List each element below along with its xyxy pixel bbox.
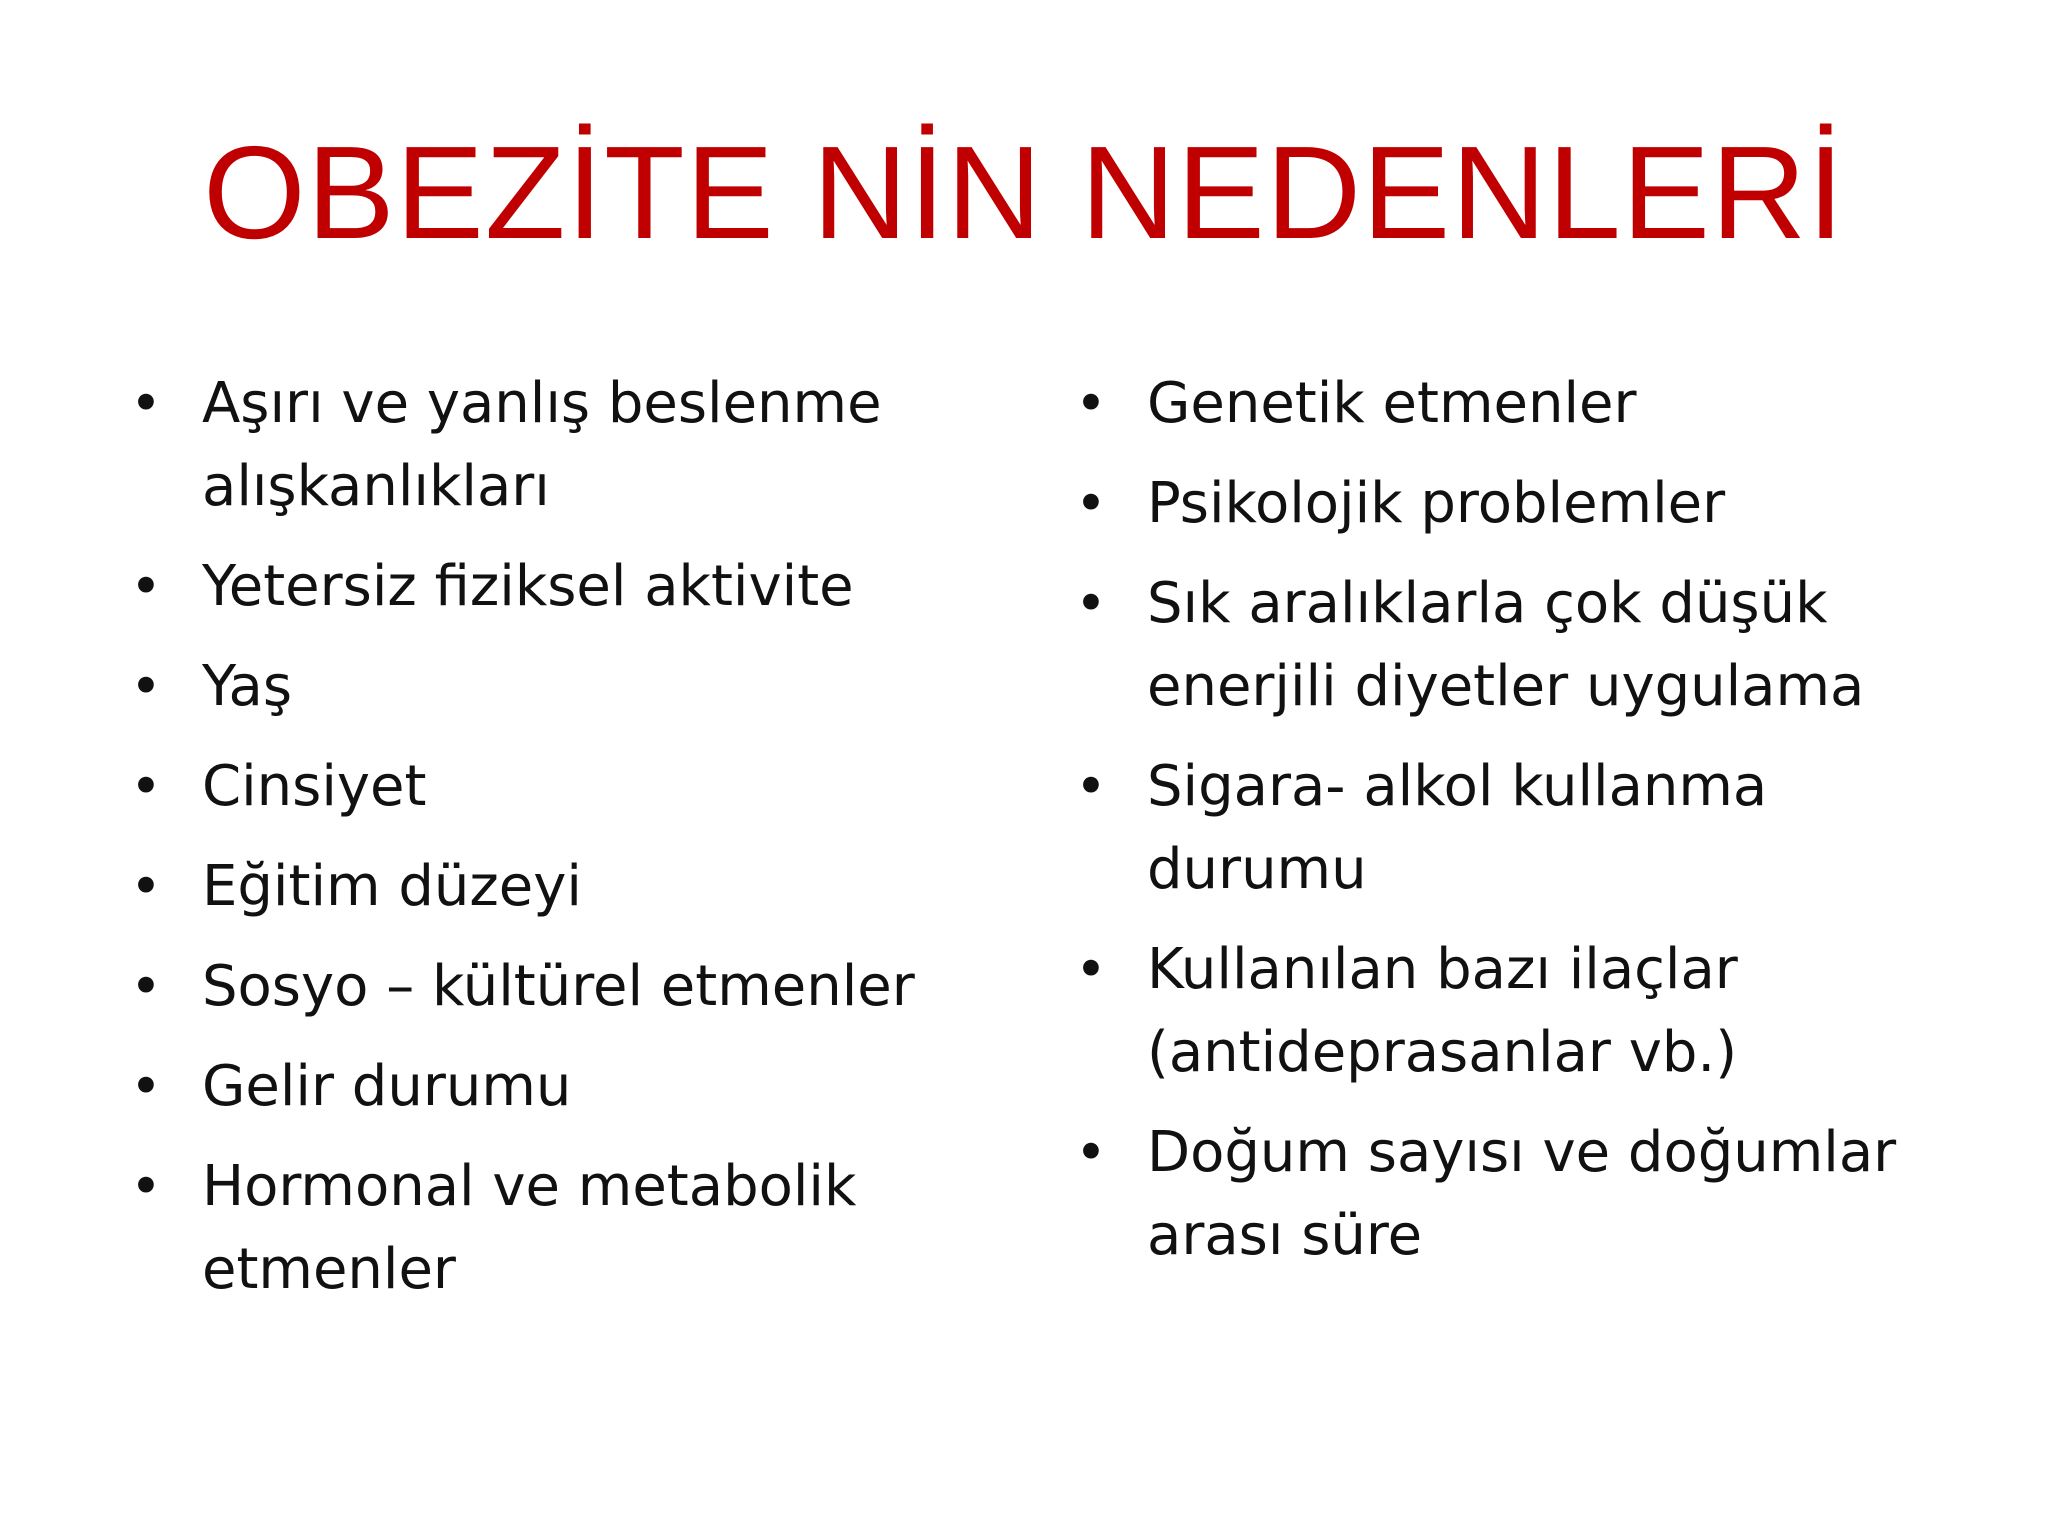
list-item-text: Genetik etmenler bbox=[1147, 371, 1637, 436]
list-item bbox=[1065, 562, 1965, 728]
list-item-text: Aşırı ve yanlış beslenme alışkanlıkları bbox=[202, 371, 882, 519]
right-bullet-list bbox=[1065, 362, 1965, 1294]
bullet-icon: • bbox=[130, 855, 162, 918]
bullet-icon: • bbox=[130, 555, 162, 618]
bullet-icon: • bbox=[130, 755, 162, 818]
bullet-icon: • bbox=[130, 372, 162, 435]
bullet-icon: • bbox=[130, 1055, 162, 1118]
list-item-text: Gelir durumu bbox=[202, 1054, 572, 1119]
list-item-text: Psikolojik problemler bbox=[1147, 471, 1726, 536]
list-item bbox=[120, 362, 1000, 528]
list-item bbox=[120, 1145, 1000, 1311]
list-item bbox=[1065, 1111, 1965, 1277]
bullet-icon: • bbox=[1075, 472, 1107, 535]
bullet-icon: • bbox=[1075, 572, 1107, 635]
list-item-text: Yetersiz fiziksel aktivite bbox=[202, 554, 854, 619]
list-item-text: Sık aralıklarla çok düşük enerjili diyetler uygulama bbox=[1147, 571, 1865, 719]
list-item-text: Hormonal ve metabolik etmenler bbox=[202, 1154, 857, 1302]
bullet-icon: • bbox=[130, 1155, 162, 1218]
bullet-icon: • bbox=[1075, 372, 1107, 435]
list-item bbox=[1065, 745, 1965, 911]
bullet-icon: • bbox=[1075, 1121, 1107, 1184]
list-item-text: Sosyo – kültürel etmenler bbox=[202, 954, 915, 1019]
list-item-text: Kullanılan bazı ilaçlar (antideprasanlar vb.) bbox=[1147, 937, 1738, 1085]
bullet-icon: • bbox=[130, 955, 162, 1018]
list-item bbox=[1065, 462, 1965, 545]
list-item-text: Yaş bbox=[202, 654, 292, 719]
list-item bbox=[120, 545, 1000, 628]
list-item-text: Sigara- alkol kullanma durumu bbox=[1147, 754, 1768, 902]
list-item bbox=[120, 1045, 1000, 1128]
left-bullet-list bbox=[120, 362, 1000, 1328]
bullet-icon: • bbox=[1075, 755, 1107, 818]
list-item bbox=[120, 945, 1000, 1028]
list-item-text: Doğum sayısı ve doğumlar arası süre bbox=[1147, 1120, 1897, 1268]
list-item-text: Cinsiyet bbox=[202, 754, 427, 819]
bullet-icon: • bbox=[1075, 938, 1107, 1001]
list-item-text: Eğitim düzeyi bbox=[202, 854, 582, 919]
list-item bbox=[120, 745, 1000, 828]
slide-title: OBEZİTE NİN NEDENLERİ bbox=[203, 119, 1845, 266]
list-item bbox=[120, 845, 1000, 928]
bullet-icon: • bbox=[130, 655, 162, 718]
list-item bbox=[1065, 362, 1965, 445]
list-item bbox=[1065, 928, 1965, 1094]
list-item bbox=[120, 645, 1000, 728]
